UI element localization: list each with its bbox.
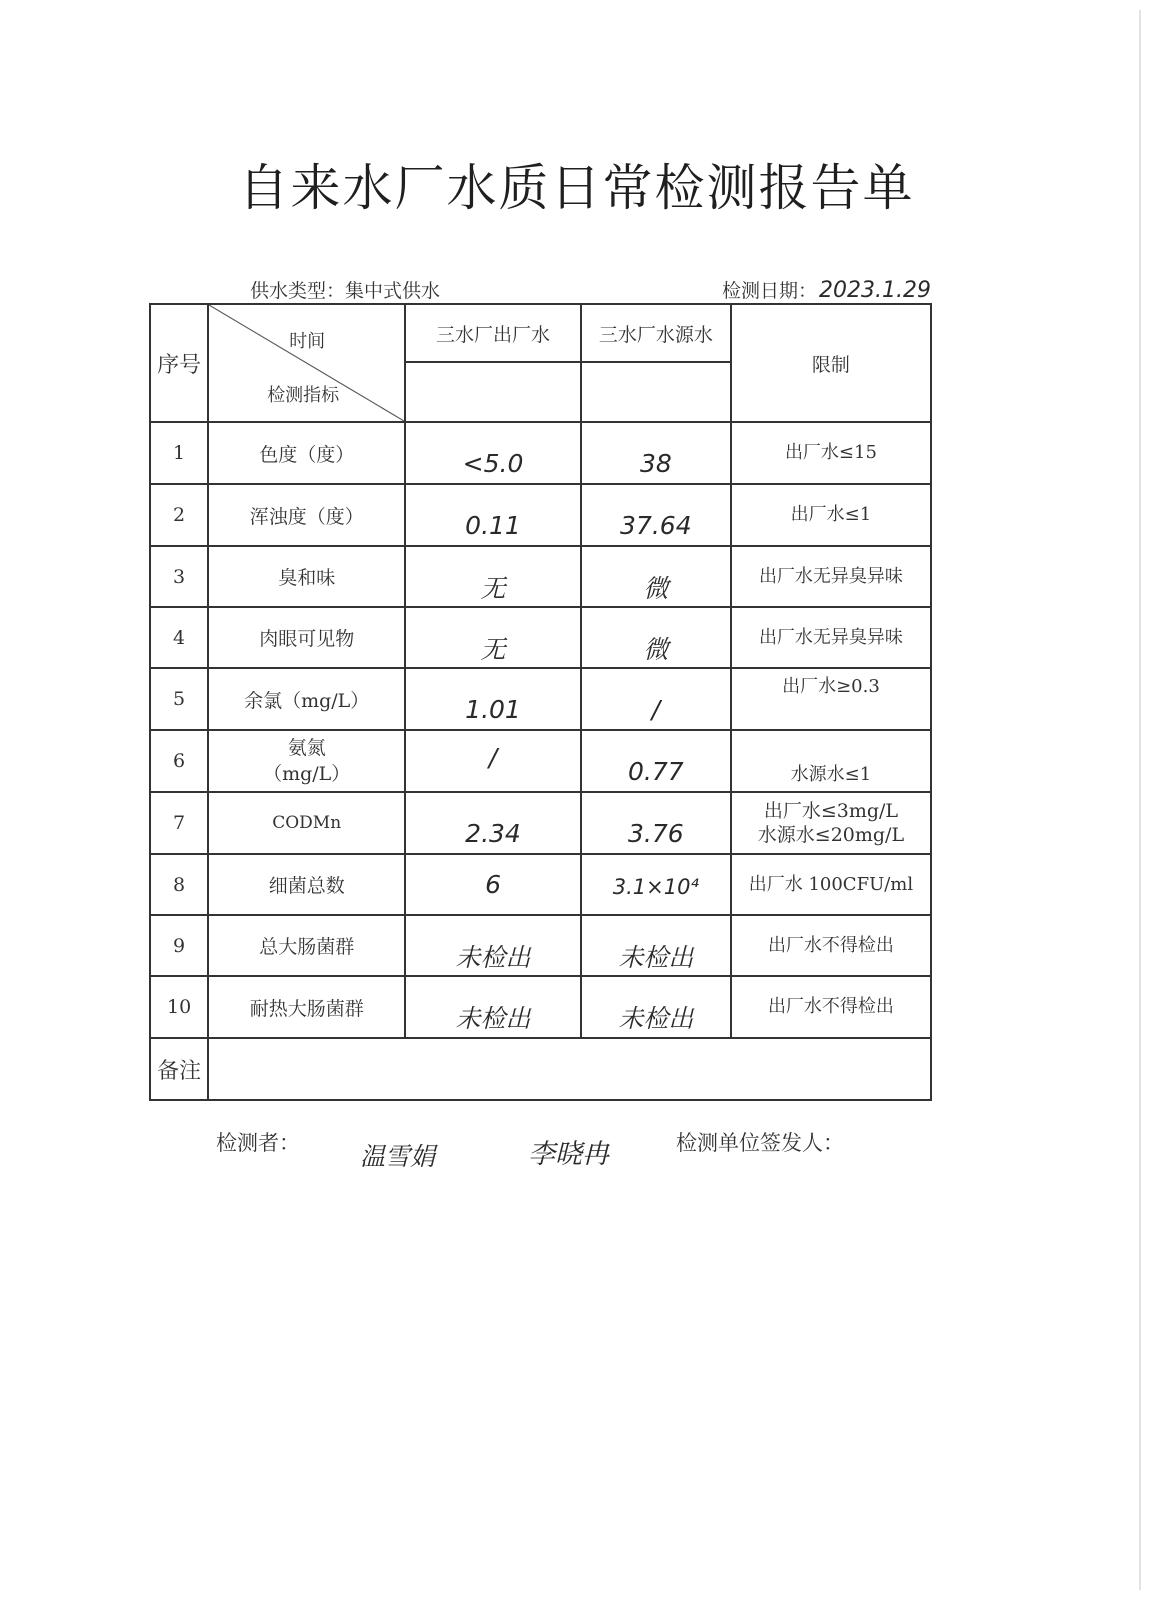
row-number: 9 <box>150 915 208 976</box>
table-row <box>150 730 931 792</box>
row-number: 2 <box>150 484 208 546</box>
indicator-name: 细菌总数 <box>208 854 405 915</box>
row-number: 6 <box>150 730 208 792</box>
indicator-name: 余氯（mg/L） <box>208 668 405 730</box>
value-outlet <box>405 915 581 976</box>
limit-line1: 出厂水≤3mg/L <box>763 800 899 822</box>
row-number: 10 <box>150 976 208 1038</box>
test-date <box>722 276 931 303</box>
limit-text: 出厂水不得检出 <box>767 934 894 956</box>
indicator-name: CODMn <box>208 792 405 854</box>
limit-value <box>731 730 931 792</box>
value-outlet <box>405 607 581 668</box>
col1-header: 三水厂出厂水 <box>405 304 581 362</box>
table-row <box>150 484 931 546</box>
value-text: 37.64 <box>620 510 692 540</box>
value-source <box>581 607 731 668</box>
value-text: 无 <box>480 634 506 664</box>
value-outlet <box>405 422 581 484</box>
value-text: 无 <box>480 573 506 603</box>
value-source <box>581 792 731 854</box>
value-text: 未检出 <box>618 1004 694 1033</box>
limit-text: 出厂水不得检出 <box>767 996 894 1017</box>
table-row <box>150 546 931 607</box>
test-date-value: 2023.1.29 <box>819 278 931 303</box>
indicator-name <box>208 730 405 792</box>
supply-type <box>250 276 440 303</box>
scan-edge <box>1139 10 1141 1590</box>
value-source <box>581 668 731 730</box>
indicator-name-line1: 氨氮 <box>287 737 326 759</box>
value-text: 0.11 <box>465 510 521 540</box>
value-text: 未检出 <box>455 1004 531 1033</box>
value-source <box>581 484 731 546</box>
indicator-name: 耐热大肠菌群 <box>208 976 405 1038</box>
value-text: / <box>488 742 498 772</box>
value-source <box>581 915 731 976</box>
table-row <box>150 792 931 854</box>
value-text: 38 <box>639 448 672 478</box>
limit-value <box>731 607 931 668</box>
seq-header: 序号 <box>150 304 208 422</box>
value-text: 未检出 <box>618 942 694 972</box>
col1-subheader <box>405 362 581 422</box>
limit-value <box>731 976 931 1038</box>
limit-value <box>731 484 931 546</box>
value-text: 微 <box>643 573 669 603</box>
value-source <box>581 422 731 484</box>
limit-text: 出厂水无异臭异味 <box>758 565 903 587</box>
value-outlet <box>405 546 581 607</box>
row-number: 4 <box>150 607 208 668</box>
table-row <box>150 915 931 976</box>
table-row <box>150 607 931 668</box>
supply-type-value: 集中式供水 <box>345 280 441 302</box>
limit-text: 出厂水≥0.3 <box>782 676 880 697</box>
value-text: 3.76 <box>628 818 684 848</box>
remark-row <box>150 1038 931 1100</box>
header-row-1 <box>150 304 931 362</box>
indicator-name: 浑浊度（度） <box>208 484 405 546</box>
row-number: 7 <box>150 792 208 854</box>
value-outlet <box>405 668 581 730</box>
col2-header: 三水厂水源水 <box>581 304 731 362</box>
inspector-signature-2: 李晓冉 <box>528 1139 609 1170</box>
limit-header: 限制 <box>731 304 931 422</box>
time-header: 时间 <box>289 331 326 352</box>
value-text: 2.34 <box>465 818 521 848</box>
limit-value <box>731 422 931 484</box>
report-table <box>149 303 932 1101</box>
row-number: 5 <box>150 668 208 730</box>
indicator-header: 检测指标 <box>267 385 340 406</box>
limit-value <box>731 854 931 915</box>
limit-text: 出厂水≤15 <box>784 442 877 463</box>
limit-text: 出厂水 100CFU/ml <box>748 873 914 895</box>
value-text: 未检出 <box>455 942 531 972</box>
value-outlet <box>405 484 581 546</box>
row-number: 1 <box>150 422 208 484</box>
value-outlet <box>405 792 581 854</box>
remark-label: 备注 <box>150 1038 208 1100</box>
value-text: / <box>651 694 661 724</box>
table-row <box>150 854 931 915</box>
indicator-name: 总大肠菌群 <box>208 915 405 976</box>
row-number: 3 <box>150 546 208 607</box>
value-text: 0.77 <box>628 756 684 786</box>
value-text: 1.01 <box>465 694 521 724</box>
value-source <box>581 854 731 915</box>
limit-text: 出厂水无异臭异味 <box>758 626 903 648</box>
value-text: 微 <box>643 634 669 664</box>
remark-content <box>208 1038 931 1100</box>
indicator-name: 肉眼可见物 <box>208 607 405 668</box>
indicator-name: 臭和味 <box>208 546 405 607</box>
value-text: <5.0 <box>462 448 524 478</box>
diagonal-header-cell <box>208 304 405 422</box>
limit-value <box>731 668 931 730</box>
inspector-label: 检测者： <box>216 1131 300 1155</box>
table-row <box>150 668 931 730</box>
inspector-signature-1: 温雪娟 <box>360 1142 436 1171</box>
col2-subheader <box>581 362 731 422</box>
indicator-name-line2: （mg/L） <box>263 763 351 785</box>
indicator-name: 色度（度） <box>208 422 405 484</box>
value-outlet <box>405 730 581 792</box>
test-date-label: 检测日期： <box>722 280 818 302</box>
value-source <box>581 976 731 1038</box>
value-outlet <box>405 976 581 1038</box>
value-outlet <box>405 854 581 915</box>
limit-value <box>731 792 931 854</box>
value-source <box>581 730 731 792</box>
value-text: 3.1×10⁴ <box>612 874 699 899</box>
table-row <box>150 422 931 484</box>
supply-type-label: 供水类型： <box>250 280 346 302</box>
table-row <box>150 976 931 1038</box>
limit-value <box>731 915 931 976</box>
limit-text: 水源水≤1 <box>790 764 872 785</box>
value-text: 6 <box>485 870 501 899</box>
document-title: 自来水厂水质日常检测报告单 <box>238 159 915 217</box>
limit-value <box>731 546 931 607</box>
row-number: 8 <box>150 854 208 915</box>
value-source <box>581 546 731 607</box>
issuer-label: 检测单位签发人： <box>676 1131 844 1155</box>
limit-text: 出厂水≤1 <box>790 504 872 525</box>
limit-line2: 水源水≤20mg/L <box>757 824 905 846</box>
